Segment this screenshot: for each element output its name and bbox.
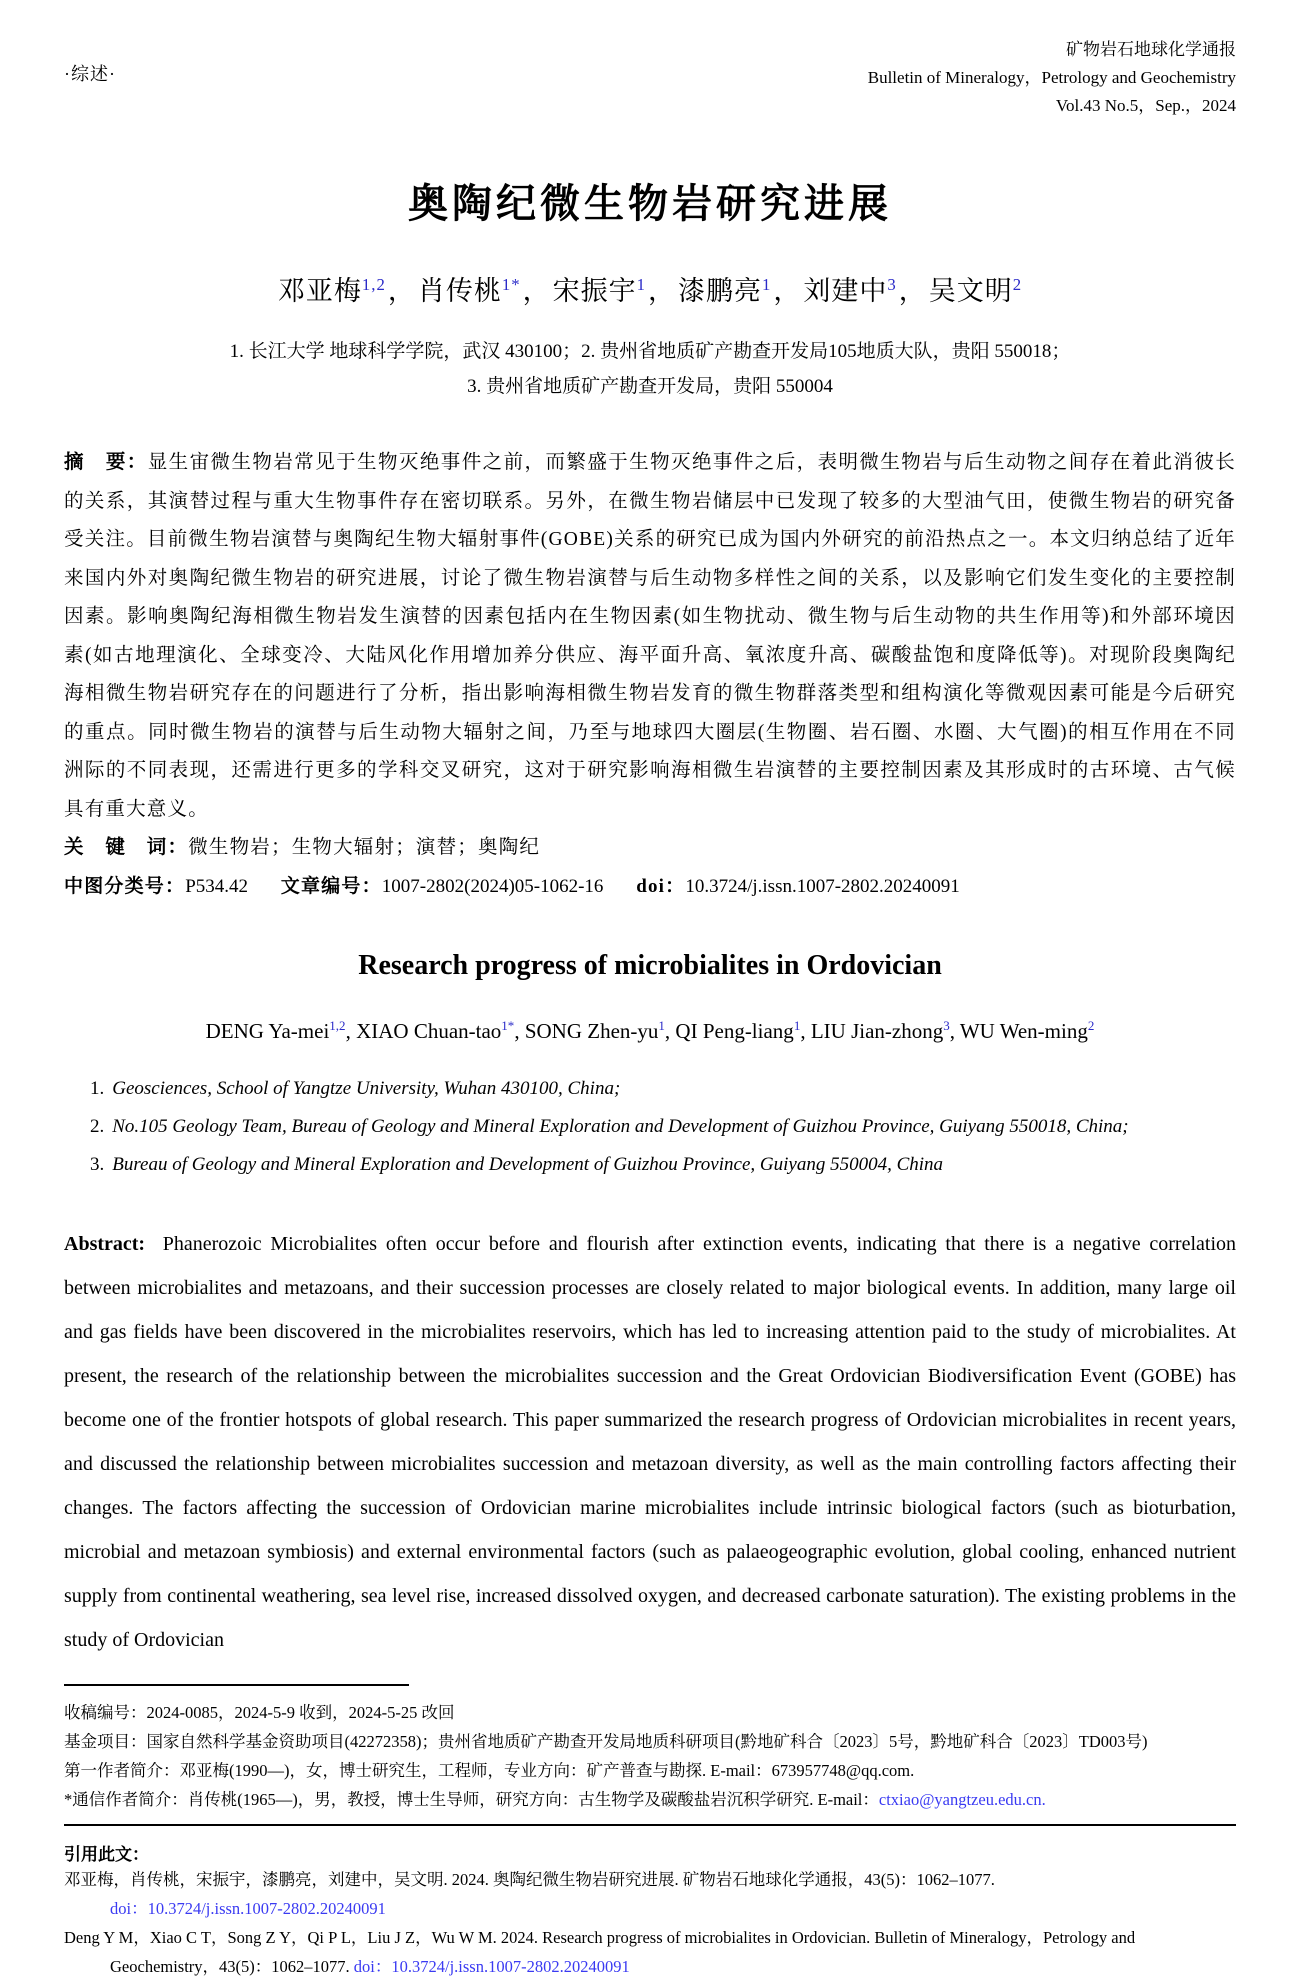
citation-block	[64, 1865, 1236, 1981]
doi-label: doi：	[636, 875, 686, 897]
author-name: 宋振宇	[552, 276, 637, 306]
author-separator: ,	[664, 1019, 676, 1043]
journal-masthead	[868, 36, 1236, 120]
journal-name-en: Bulletin of Mineralogy，Petrology and Geochemistry	[867, 68, 1236, 87]
author-separator: ,	[800, 1019, 811, 1043]
citation-cn-doi-link[interactable]: doi：10.3724/j.issn.1007-2802.20240091	[110, 1899, 386, 1918]
author-name: 肖传桃	[417, 276, 502, 306]
author-superscript: 1	[761, 275, 772, 294]
affiliation-text: Geosciences, School of Yangtze University, Wuhan 430100, China;	[112, 1078, 621, 1099]
clc-segment	[64, 876, 248, 897]
footnote-block	[64, 1698, 1236, 1814]
journal-name-cn: 矿物岩石地球化学通报	[1066, 40, 1236, 59]
author-superscript: 1	[658, 1018, 665, 1033]
affiliation-text: Bureau of Geology and Mineral Exploration and Development of Guizhou Province, Guiyang 550004, China	[112, 1154, 944, 1175]
author-superscript: 3	[943, 1018, 950, 1033]
author-superscript: 1,2	[361, 275, 386, 294]
author-separator: ，	[522, 276, 551, 306]
author-name: XIAO Chuan-tao	[356, 1019, 502, 1043]
affiliation-en-line	[90, 1108, 1236, 1146]
footnote-rule	[64, 1684, 409, 1686]
author-separator: ,	[949, 1019, 960, 1043]
keywords-line	[64, 829, 1236, 868]
author-superscript: 1,2	[329, 1018, 346, 1033]
author-name: WU Wen-ming	[959, 1019, 1088, 1043]
keywords-text: 微生物岩；生物大辐射；演替；奥陶纪	[188, 837, 541, 858]
author-superscript: 1	[793, 1018, 801, 1033]
issue-info: Vol.43 No.5，Sep.，2024	[1055, 96, 1236, 115]
article-no-label: 文章编号：	[280, 875, 382, 897]
author-name: DENG Ya-mei	[205, 1019, 330, 1043]
author-separator: ,	[514, 1019, 525, 1043]
clc-value: P534.42	[185, 875, 249, 897]
first-author-text: 第一作者简介：邓亚梅(1990—)，女，博士研究生，工程师，专业方向：矿产普查与勘探. E-mail：673957748@qq.com.	[64, 1761, 915, 1780]
first-author-line	[64, 1756, 1236, 1785]
affiliation-number: 3.	[90, 1154, 105, 1175]
affiliation-text: No.105 Geology Team, Bureau of Geology and Mineral Exploration and Development of Guizhou Province, Guiyang 550018, China;	[112, 1116, 1129, 1137]
keywords-label: 关 键 词：	[64, 837, 189, 858]
author-name: SONG Zhen-yu	[524, 1019, 659, 1043]
section-label: ·综述·	[64, 64, 116, 84]
affiliation-cn-line: 3. 贵州省地质矿产勘查开发局，贵阳 550004	[467, 376, 833, 397]
affiliation-number: 2.	[90, 1116, 105, 1137]
citation-en-doi-link[interactable]: doi：10.3724/j.issn.1007-2802.20240091	[353, 1957, 630, 1976]
author-separator: ，	[387, 276, 416, 306]
corresponding-author-email-link[interactable]: ctxiao@yangtzeu.edu.cn.	[878, 1790, 1046, 1809]
abstract-en-text: Phanerozoic Microbialites often occur before and flourish after extinction events, indicating that there is a negative correlation between microbialites and metazoans, and their succession processes are closely related to major biological events. In addition, many large oil and gas fields have been discovered in the microbialites reservoirs, which has led to increasing attention paid to the study of microbialites. At present, the research of the relationship between the microbialites succession and the Great Ordovician Biodiversification Event (GOBE) has become one of the frontier hotspots of global research. This paper summarized the research progress of Ordovician microbialites in recent years, and discussed the relationship between microbialites succession and metazoan diversity, as well as the main controlling factors affecting their changes. The factors affecting the succession of Ordovician marine microbialites include intrinsic biological factors (such as bioturbation, microbial and metazoan symbiosis) and external environmental factors (such as palaeogeographic evolution, global cooling, enhanced nutrient supply from continental weathering, sea level rise, increased dissolved oxygen, and decreased carbonate saturation). The existing problems in the study of Ordovician	[64, 1233, 1237, 1651]
doi-value: 10.3724/j.issn.1007-2802.20240091	[685, 875, 960, 897]
abstract-en-label: Abstract:	[64, 1233, 146, 1255]
article-no-segment	[281, 876, 604, 897]
affiliations-cn	[64, 334, 1236, 404]
author-separator: ,	[345, 1019, 357, 1043]
abstract-cn-label: 摘 要：	[64, 452, 148, 473]
article-title-en: Research progress of microbialites in Ordovician	[358, 950, 942, 981]
corresponding-author-text: *通信作者简介：肖传桃(1965—)，男，教授，博士生导师，研究方向：古生物学及碳酸盐岩沉积学研究. E-mail：	[64, 1790, 879, 1809]
author-separator: ，	[773, 276, 802, 306]
abstract-cn-text: 显生宙微生物岩常见于生物灭绝事件之前，而繁盛于生物灭绝事件之后，表明微生物岩与后生动物之间存在着此消彼长的关系，其演替过程与重大生物事件存在密切联系。另外，在微生物岩储层中已发现了较多的大型油气田，使微生物岩的研究备受关注。目前微生物岩演替与奥陶纪生物大辐射事件(GOBE)关系的研究已成为国内外研究的前沿热点之一。本文归纳总结了近年来国内外对奥陶纪微生物岩的研究进展，讨论了微生物岩演替与后生动物多样性之间的关系，以及影响它们发生变化的主要控制因素。影响奥陶纪海相微生物岩发生演替的因素包括内在生物因素(如生物扰动、微生物与后生动物的共生作用等)和外部环境因素(如古地理演化、全球变冷、大陆风化作用增加养分供应、海平面升高、氧浓度升高、碳酸盐饱和度降低等)。对现阶段奥陶纪海相微生物岩研究存在的问题进行了分析，指出影响海相微生物岩发育的微生物群落类型和组构演化等微观因素可能是今后研究的重点。同时微生物岩的演替与后生动物大辐射之间，乃至与地球四大圈层(生物圈、岩石圈、水圈、大气圈)的相互作用在不同洲际的不同表现，还需进行更多的学科交叉研究，这对于研究影响海相微生岩演替的主要控制因素及其形成时的古环境、古气候具有重大意义。	[64, 452, 1236, 820]
citation-cn-line: 邓亚梅，肖传桃，宋振宇，漆鹏亮，刘建中，吴文明. 2024. 奥陶纪微生物岩研究进展. 矿物岩石地球化学通报，43(5)：1062–1077.	[64, 1870, 995, 1889]
page-header	[64, 36, 1236, 120]
article-no-value: 1007-2802(2024)05-1062-16	[381, 875, 604, 897]
abstract-cn	[64, 444, 1236, 829]
author-name: QI Peng-liang	[675, 1019, 794, 1043]
author-name: 吴文明	[928, 276, 1013, 306]
affiliation-en-line	[90, 1146, 1236, 1184]
affiliation-en-line	[90, 1070, 1236, 1108]
citation-cn-doi	[64, 1894, 1236, 1923]
author-separator: ，	[898, 276, 927, 306]
meta-line	[64, 868, 1236, 907]
article-title-cn: 奥陶纪微生物岩研究进展	[408, 182, 892, 226]
corresponding-author-line	[64, 1785, 1236, 1814]
author-superscript: 1	[636, 275, 646, 294]
citation-heading: 引用此文：	[64, 1845, 149, 1864]
author-superscript: 1*	[501, 275, 521, 294]
author-superscript: 2	[1087, 1018, 1095, 1033]
citation-en-line	[64, 1923, 1236, 1981]
author-superscript: 2	[1012, 275, 1023, 294]
author-name: 漆鹏亮	[677, 276, 762, 306]
author-name: 刘建中	[803, 276, 888, 306]
affiliations-en	[64, 1070, 1236, 1184]
affiliation-number: 1.	[90, 1078, 105, 1099]
author-name: 邓亚梅	[277, 276, 362, 306]
author-superscript: 3	[887, 275, 897, 294]
clc-label: 中图分类号：	[64, 875, 186, 897]
abstract-en	[64, 1222, 1236, 1662]
authors-cn	[64, 269, 1236, 308]
doi-segment	[636, 876, 960, 897]
funding-line: 基金项目：国家自然科学基金资助项目(42272358)；贵州省地质矿产勘查开发局地质科研项目(黔地矿科合〔2023〕5号，黔地矿科合〔2023〕TD003号)	[64, 1732, 1148, 1751]
authors-en	[64, 1018, 1236, 1044]
author-name: LIU Jian-zhong	[810, 1019, 944, 1043]
affiliation-cn-line: 1. 长江大学 地球科学学院，武汉 430100；2. 贵州省地质矿产勘查开发局105地质大队，贵阳 550018；	[229, 341, 1071, 362]
author-separator: ，	[647, 276, 676, 306]
received-line: 收稿编号：2024-0085，2024-5-9 收到，2024-5-25 改回	[64, 1703, 455, 1722]
citation-rule	[64, 1824, 1236, 1826]
citation-en-text: Deng Y M，Xiao C T，Song Z Y，Qi P L，Liu J Z，Wu W M. 2024. Research progress of microbialites in Ordovician. Bulletin of Mineralogy，Petrology and Geochemistry，43(5)：1062–1077.	[64, 1928, 1136, 1976]
author-superscript: 1*	[501, 1018, 515, 1033]
